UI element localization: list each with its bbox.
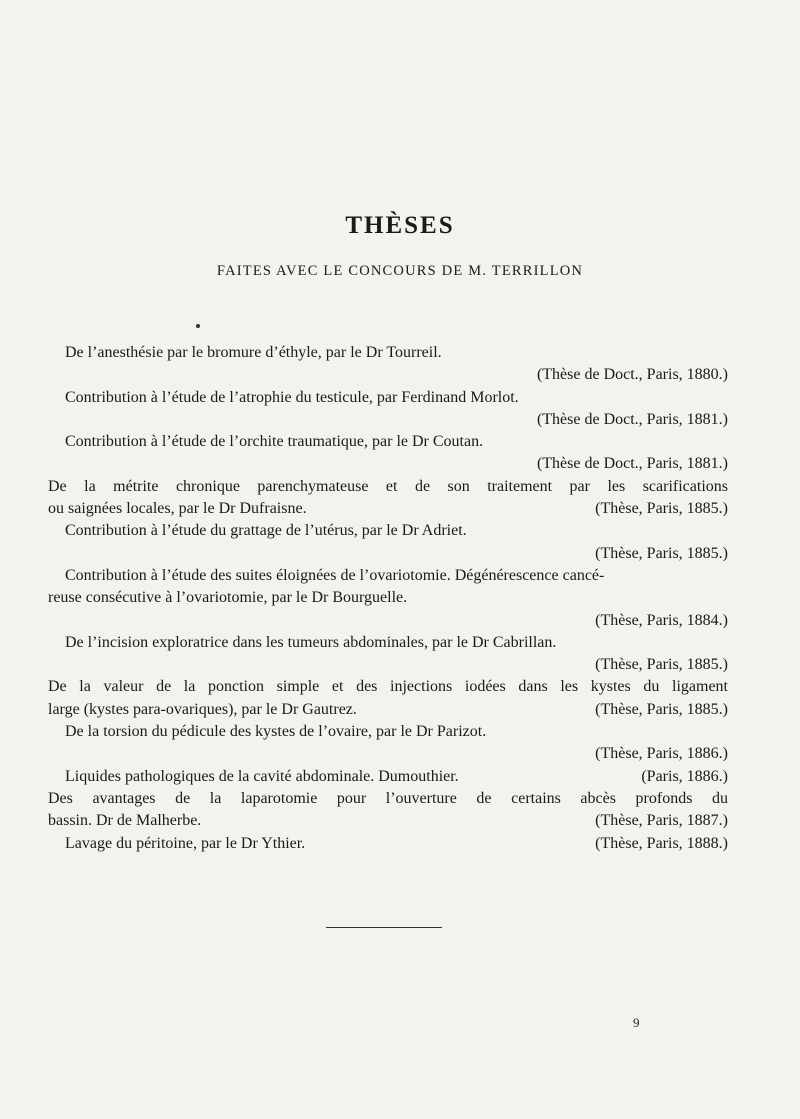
entry-text: De l’anesthésie par le bromure d’éthyle, par le Dr Tourreil.	[65, 344, 442, 361]
thesis-entry	[65, 520, 728, 565]
thesis-entry	[48, 476, 728, 521]
entry-reference: (Thèse, Paris, 1888.)	[595, 834, 728, 852]
entry-text: Lavage du péritoine, par le Dr Ythier.	[65, 834, 306, 852]
entry-reference: (Thèse, Paris, 1885.)	[595, 700, 728, 718]
entry-text: Contribution à l’étude de l’atrophie du testicule, par Ferdinand Morlot.	[65, 388, 519, 406]
thesis-entry	[48, 788, 728, 833]
closing-rule	[326, 927, 442, 928]
thesis-list	[48, 342, 728, 855]
entry-reference: (Thèse, Paris, 1885.)	[595, 656, 728, 674]
ink-speck	[196, 324, 200, 328]
entry-reference: (Thèse de Doct., Paris, 1881.)	[536, 410, 728, 428]
thesis-entry	[65, 431, 728, 476]
entry-reference: (Thèse, Paris, 1886.)	[595, 745, 728, 763]
entry-text: Contribution à l’étude de l’orchite traumatique, par le Dr Coutan.	[65, 433, 484, 451]
entry-reference: (Thèse de Doct., Paris, 1881.)	[536, 455, 728, 473]
entry-text: De la métrite chronique parenchymateuse et de son traitement par les scarifications	[48, 477, 728, 495]
thesis-entry	[65, 342, 728, 387]
entry-text: Contribution à l’étude du grattage de l’utérus, par le Dr Adriet.	[65, 522, 467, 540]
entry-text-continued: reuse consécutive à l’ovariotomie, par le Dr Bourguelle.	[48, 589, 408, 607]
entry-text-continued: large (kystes para-ovariques), par le Dr Gautrez.	[48, 700, 357, 718]
thesis-entry	[65, 721, 728, 766]
entry-text: De la torsion du pédicule des kystes de l’ovaire, par le Dr Parizot.	[65, 723, 487, 741]
entry-text: Contribution à l’étude des suites éloignées de l’ovariotomie. Dégénérescence cancé-	[65, 566, 605, 584]
entry-reference: (Paris, 1886.)	[641, 767, 728, 785]
thesis-entry	[65, 632, 728, 677]
thesis-entry	[65, 833, 728, 855]
entry-text-continued: ou saignées locales, par le Dr Dufraisne.	[48, 500, 307, 518]
thesis-entry	[65, 766, 728, 788]
page-number: 9	[633, 1015, 640, 1030]
entry-text: De la valeur de la ponction simple et des injections iodées dans les kystes du ligament	[48, 678, 728, 696]
thesis-entry	[65, 387, 728, 432]
entry-reference: (Thèse, Paris, 1885.)	[595, 500, 728, 518]
entry-reference: (Thèse, Paris, 1885.)	[595, 544, 728, 562]
entry-text: Des avantages de la laparotomie pour l’ouverture de certains abcès profonds du	[48, 789, 728, 807]
entry-text: De l’incision exploratrice dans les tumeurs abdominales, par le Dr Cabrillan.	[65, 633, 557, 651]
page-subtitle: FAITES AVEC LE CONCOURS DE M. TERRILLON	[216, 263, 584, 279]
entry-reference: (Thèse, Paris, 1887.)	[595, 812, 728, 830]
entry-text-continued: bassin. Dr de Malherbe.	[48, 812, 202, 830]
entry-reference: (Thèse, Paris, 1884.)	[595, 611, 728, 629]
page-title: THÈSES	[345, 212, 455, 239]
thesis-entry	[48, 565, 728, 632]
entry-text: Liquides pathologiques de la cavité abdominale. Dumouthier.	[65, 767, 459, 785]
thesis-entry	[48, 676, 728, 721]
entry-reference: (Thèse de Doct., Paris, 1880.)	[536, 366, 728, 384]
